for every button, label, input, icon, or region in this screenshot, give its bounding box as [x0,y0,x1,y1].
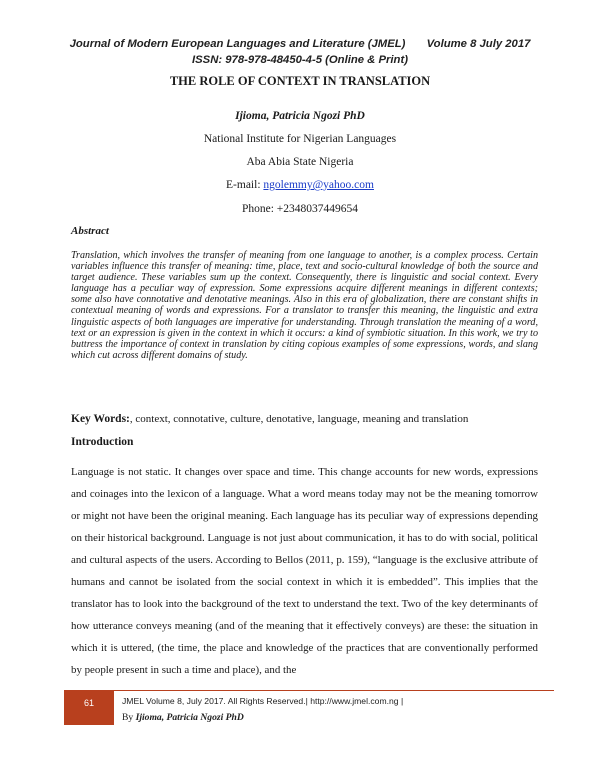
author-email-line [0,179,600,191]
abstract-heading: Abstract [71,225,109,237]
author-phone: Phone: +2348037449654 [241,203,359,215]
abstract-line: Translation, which involves the transfer of meaning from one language to another, is a complex process. [71,250,504,261]
abstract-line: expressions. For a translator to transfer this meaning, the linguistic and extra linguistic aspects of both [71,305,539,328]
journal-name: Journal of Modern European Languages and Literature (JMEL) [69,38,406,50]
author-institution: National Institute for Nigerian Languages [203,133,397,145]
footer-rule [64,690,554,691]
author-address: Aba Abia State Nigeria [246,156,354,168]
footer-author: Ijioma, Patricia Ngozi PhD [135,712,244,723]
email-link[interactable]: ngolemmy@yahoo.com [263,179,374,191]
page-number: 61 [83,698,94,708]
author-name: Ijioma, Patricia Ngozi PhD [235,110,365,122]
body-line: Language is not static. It changes over space and time. This change accounts for new words, expressions [71,466,538,478]
body-line: the practices that are conventionally performed by people present in such a time and place), and the [71,642,538,676]
footer-copyright: JMEL Volume 8, July 2017. All Rights Reserved.| http://www.jmel.com.ng | [122,696,404,706]
body-line: to do with social, political and cultural aspects of the users. According to Bellos (2011, p. 159), [71,532,538,566]
introduction-text [71,461,538,681]
body-line: and coinages into the lexicon of a language. What a word means today may not be the meaning [71,488,492,500]
abstract-line: linguistic and social context. Every language has a peculiar way of expression. Some expressions [71,272,538,295]
abstract-line: and slang which cut across different domains of study. [71,338,538,361]
abstract-line: Certain variables influence this transfer of meaning: time, place, text and socio-cultural knowledge of [71,250,538,273]
footer-author-line [122,712,244,723]
abstract-line: acquire different meanings in different contexts; some also have connotative and denotative meanings. [71,283,538,306]
paper-title: THE ROLE OF CONTEXT IN TRANSLATION [169,74,431,88]
abstract-line: expression is given in the context in which it occurs: a kind of symbiotic situation. In this work, we try to [112,327,538,339]
abstract-line: languages are imperative for understanding. Through translation the meaning of a word, text or an [71,316,538,339]
abstract-line: both the source and target audience. These variables sum up the context. Consequently, there is [71,261,538,284]
body-line: “language is the exclusive attribute of humans and cannot be isolated from the social context in which it [71,554,538,588]
body-line: the text. Two of the key determinants of how utterance conveys meaning (and of the meaning that it [71,598,538,632]
journal-volume: Volume 8 July 2017 [426,38,531,50]
body-line: tomorrow or might not have been the original meaning. Each language has its peculiar way of [71,488,538,522]
keywords-list: , context, connotative, culture, denotative, language, meaning and translation [129,413,469,425]
abstract-text [71,250,538,361]
page-number-box [64,691,114,725]
journal-issn: ISSN: 978-978-48450-4-5 (Online & Print) [192,54,408,66]
introduction-heading: Introduction [71,436,134,448]
abstract-line: Also in this era of globalization, there are constant shifts in contextual meaning of words and [71,294,539,317]
email-label: E-mail: [226,179,261,191]
footer-by-label: By [122,712,134,723]
keywords [71,413,538,425]
page-footer [64,690,554,725]
keywords-label: Key Words: [71,413,130,425]
body-line: effectively conveys) are these: the situation in which it is uttered, (the time, the place and knowledge of [71,620,538,654]
body-line: is embedded”. This implies that the translator has to look into the background of the text to understand [71,576,538,610]
body-line: expressions depending on their historical background. Language is not just about communication, it has [71,510,538,544]
abstract-line: buttress the importance of context in translation by citing copious examples of some expressions, words, [71,338,496,350]
running-header [0,38,600,50]
